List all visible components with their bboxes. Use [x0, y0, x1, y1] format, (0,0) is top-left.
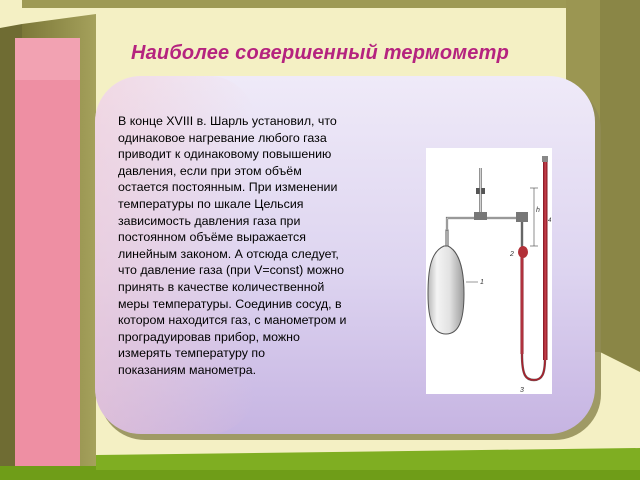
- gas-thermometer-illustration: [426, 148, 552, 394]
- gas-vessel: [428, 230, 464, 334]
- label-manometer-joint: 2: [510, 251, 514, 258]
- stopcock: [474, 168, 528, 222]
- label-scale-tube: 4: [548, 218, 552, 224]
- label-vessel: 1: [480, 279, 484, 286]
- slide-body-text: В конце XVIII в. Шарль установил, что одинаковое нагревание любого газа приводит к одинаковому повышению давления, если при этом объём остается постоянным. При изменении температуры по шкале Цельсия зависимость давления газа при постоянном объёме выражается линейным законом. А отсюда следует, что давление газа (при V=const) можно принять в качестве количественной меры температуры. Соединив сосуд, в котором находится газ, с манометром и проградуировав прибор, можно измерять температуру по показаниям манометра.: [118, 114, 347, 377]
- label-height: h: [536, 207, 540, 214]
- height-marker: [530, 188, 538, 246]
- slide-title: Наиболее совершенный термометр: [130, 42, 510, 64]
- manometer-joint: [518, 246, 528, 258]
- frame-pink: [15, 38, 80, 480]
- label-tube-bottom: 3: [520, 387, 524, 394]
